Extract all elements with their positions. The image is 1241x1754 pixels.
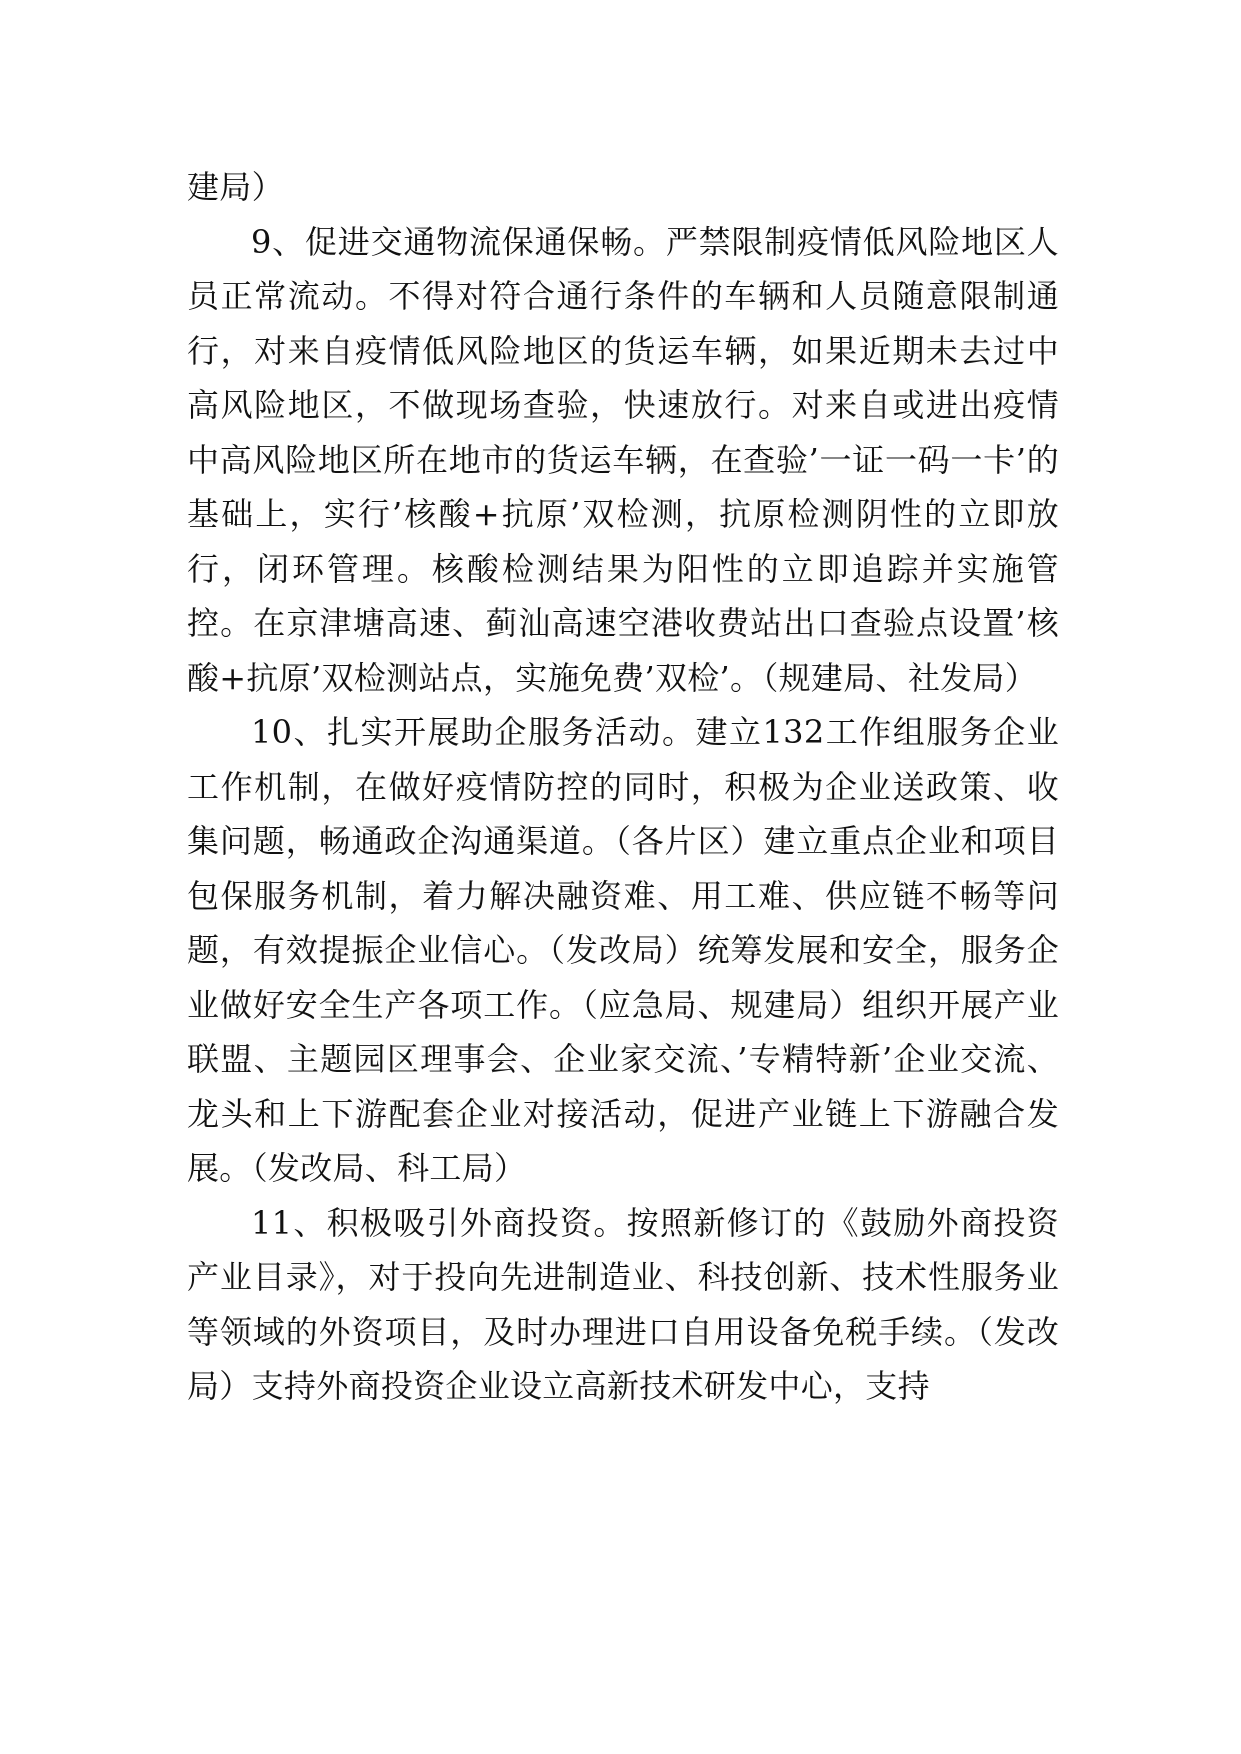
paragraph-continuation: 建局）: [187, 168, 284, 206]
paragraph-item-9: 9、促进交通物流保通保畅。严禁限制疫情低风险地区人员正常流动。不得对符合通行条件的车辆和人员随意限制通行，对来自疫情低风险地区的货运车辆，如果近期未去过中高风险地区，不做现场查验，快速放行。对来自或进出疫情中高风险地区所在地市的货运车辆，在查验’一证一码一卡’的基础上，实行’核酸+抗原’双检测，抗原检测阴性的立即放行，闭环管理。核酸检测结果为阳性的立即追踪并实施管控。在京津塘高速、蓟汕高速空港收费站出口查验点设置’核酸+抗原’双检测站点，实施免费’双检’。（规建局、社发局）: [187, 222, 1059, 697]
document-body: [187, 160, 1059, 1414]
paragraph-item-11: 11、积极吸引外商投资。按照新修订的《鼓励外商投资产业目录》，对于投向先进制造业、科技创新、技术性服务业等领域的外资项目，及时办理进口自用设备免税手续。（发改局）支持外商投资企业设立高新技术研发中心，支持: [187, 1203, 1059, 1405]
paragraph-item-10: 10、扎实开展助企服务活动。建立132工作组服务企业工作机制，在做好疫情防控的同时，积极为企业送政策、收集问题，畅通政企沟通渠道。（各片区）建立重点企业和项目包保服务机制，着力解决融资难、用工难、供应链不畅等问题，有效提振企业信心。（发改局）统筹发展和安全，服务企业做好安全生产各项工作。（应急局、规建局）组织开展产业联盟、主题园区理事会、企业家交流、’专精特新’企业交流、龙头和上下游配套企业对接活动，促进产业链上下游融合发展。（发改局、科工局）: [187, 713, 1059, 1187]
